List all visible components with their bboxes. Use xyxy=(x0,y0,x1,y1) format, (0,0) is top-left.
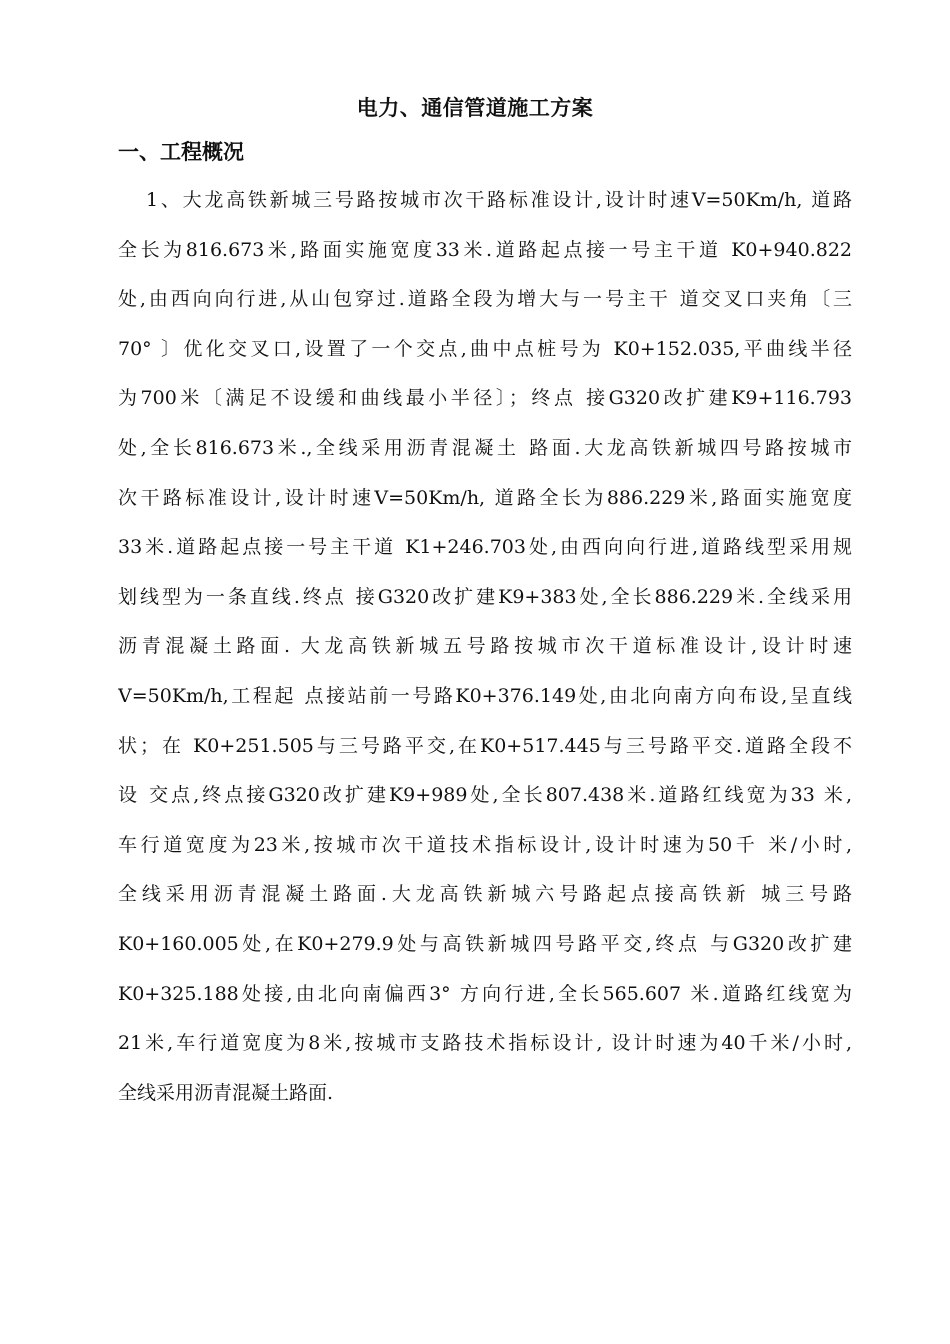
paragraph-line: 处,全长816.673米.,全线采用沥青混凝土 路面.大龙高铁新城四号路按城市 xyxy=(118,436,852,459)
paragraph-line: 状；在 K0+251.505与三号路平交,在K0+517.445与三号路平交.道路全段不 xyxy=(118,734,852,757)
paragraph-line: 全线采用沥青混凝土路面.大龙高铁新城六号路起点接高铁新 城三号路 xyxy=(118,883,852,906)
paragraph-line: 处,由西向向行进,从山包穿过.道路全段为增大与一号主干 道交叉口夹角〔三 xyxy=(118,288,852,311)
paragraph-line: 70° 〕优化交叉口,设置了一个交点,曲中点桩号为 K0+152.035,平曲线半径 xyxy=(118,337,852,360)
paragraph-line: 21米,车行道宽度为8米,按城市支路技术指标设计, 设计时速为40千米/小时, xyxy=(118,1032,852,1055)
paragraph-line: 沥青混凝土路面. 大龙高铁新城五号路按城市次干道标准设计,设计时速 xyxy=(118,635,852,658)
paragraph-line: 1、大龙高铁新城三号路按城市次干路标准设计,设计时速V=50Km/h, 道路 xyxy=(146,189,852,211)
document-title: 电力、通信管道施工方案 xyxy=(356,96,594,120)
paragraph-line: 设 交点,终点接G320改扩建K9+989处,全长807.438米.道路红线宽为33 米, xyxy=(118,784,852,807)
paragraph-line: 为700米〔满足不设缓和曲线最小半径〕；终点 接G320改扩建K9+116.793 xyxy=(118,387,852,410)
paragraph-line: 全长为816.673米,路面实施宽度33米.道路起点接一号主干道 K0+940.822 xyxy=(118,238,852,261)
paragraph-line: K0+325.188处接,由北向南偏西3° 方向行进,全长565.607 米.道路红线宽为 xyxy=(118,982,852,1005)
paragraph-line: 全线采用沥青混凝土路面. xyxy=(118,1081,334,1104)
paragraph-line: 车行道宽度为23米,按城市次干道技术指标设计,设计时速为50千 米/小时, xyxy=(118,833,852,856)
paragraph-line: 33米.道路起点接一号主干道 K1+246.703处,由西向向行进,道路线型采用规 xyxy=(118,536,852,559)
section-heading: 一、工程概况 xyxy=(118,140,244,164)
paragraph-line: V=50Km/h,工程起 点接站前一号路K0+376.149处,由北向南方向布设,呈直线 xyxy=(118,684,852,707)
paragraph-line: K0+160.005处,在K0+279.9处与高铁新城四号路平交,终点 与G320改扩建 xyxy=(118,932,852,955)
paragraph-line: 划线型为一条直线.终点 接G320改扩建K9+383处,全长886.229米.全线采用 xyxy=(118,585,852,608)
paragraph-line: 次干路标准设计,设计时速V=50Km/h, 道路全长为886.229米,路面实施宽度 xyxy=(118,486,852,509)
body-paragraph xyxy=(118,182,852,1124)
